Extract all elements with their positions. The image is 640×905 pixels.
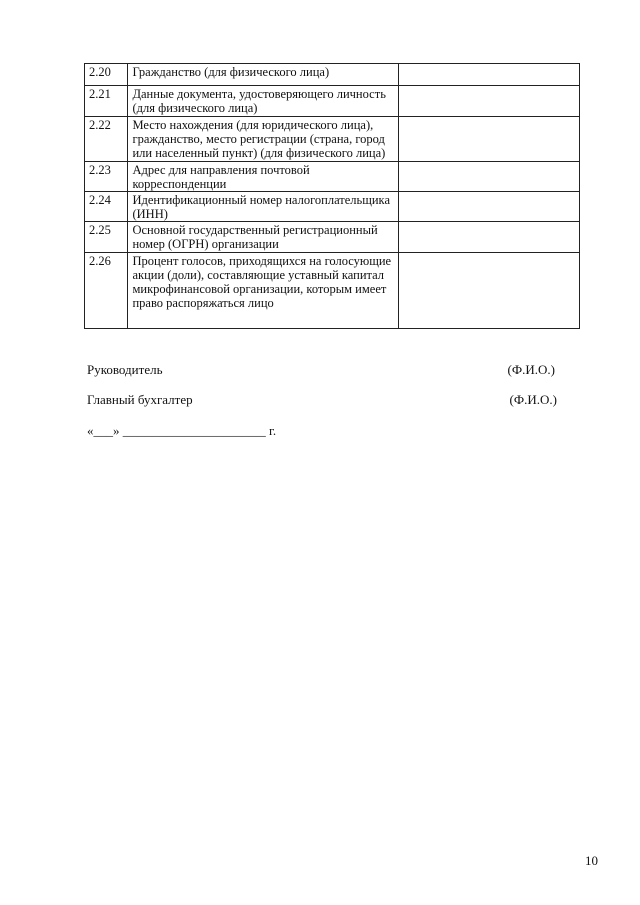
- row-label: Идентификационный номер налогоплательщика (ИНН): [128, 192, 398, 222]
- head-label: Руководитель: [87, 362, 163, 377]
- table-row: [85, 64, 580, 86]
- row-value-cell: [398, 192, 579, 222]
- row-number: 2.20: [85, 64, 128, 86]
- accountant-label: Главный бухгалтер: [87, 392, 193, 407]
- row-label: Процент голосов, приходящихся на голосующие акции (доли), составляющие уставный капитал микрофинансовой организации, которым имеет право распоряжаться лицо: [128, 253, 398, 329]
- row-number: 2.24: [85, 192, 128, 222]
- head-fio: (Ф.И.О.): [507, 362, 555, 377]
- row-number: 2.22: [85, 117, 128, 162]
- row-number: 2.21: [85, 86, 128, 117]
- row-number: 2.26: [85, 253, 128, 329]
- row-value-cell: [398, 64, 579, 86]
- row-value-cell: [398, 162, 579, 192]
- table-row: [85, 117, 580, 162]
- info-table: [84, 63, 580, 329]
- table-row: [85, 222, 580, 253]
- accountant-fio: (Ф.И.О.): [509, 392, 557, 407]
- row-number: 2.25: [85, 222, 128, 253]
- row-label: Основной государственный регистрационный номер (ОГРН) организации: [128, 222, 398, 253]
- row-label: Гражданство (для физического лица): [128, 64, 398, 86]
- page-number: 10: [585, 853, 598, 868]
- row-value-cell: [398, 117, 579, 162]
- row-value-cell: [398, 222, 579, 253]
- row-value-cell: [398, 86, 579, 117]
- date-line: «___» ______________________ г.: [87, 423, 277, 438]
- row-label: Адрес для направления почтовой корреспонденции: [128, 162, 398, 192]
- row-label: Данные документа, удостоверяющего личность (для физического лица): [128, 86, 398, 117]
- table-row: [85, 192, 580, 222]
- row-value-cell: [398, 253, 579, 329]
- table-row: [85, 253, 580, 329]
- table-row: [85, 162, 580, 192]
- row-label: Место нахождения (для юридического лица), гражданство, место регистрации (страна, город или населенный пункт) (для физического лица): [128, 117, 398, 162]
- row-number: 2.23: [85, 162, 128, 192]
- table-row: [85, 86, 580, 117]
